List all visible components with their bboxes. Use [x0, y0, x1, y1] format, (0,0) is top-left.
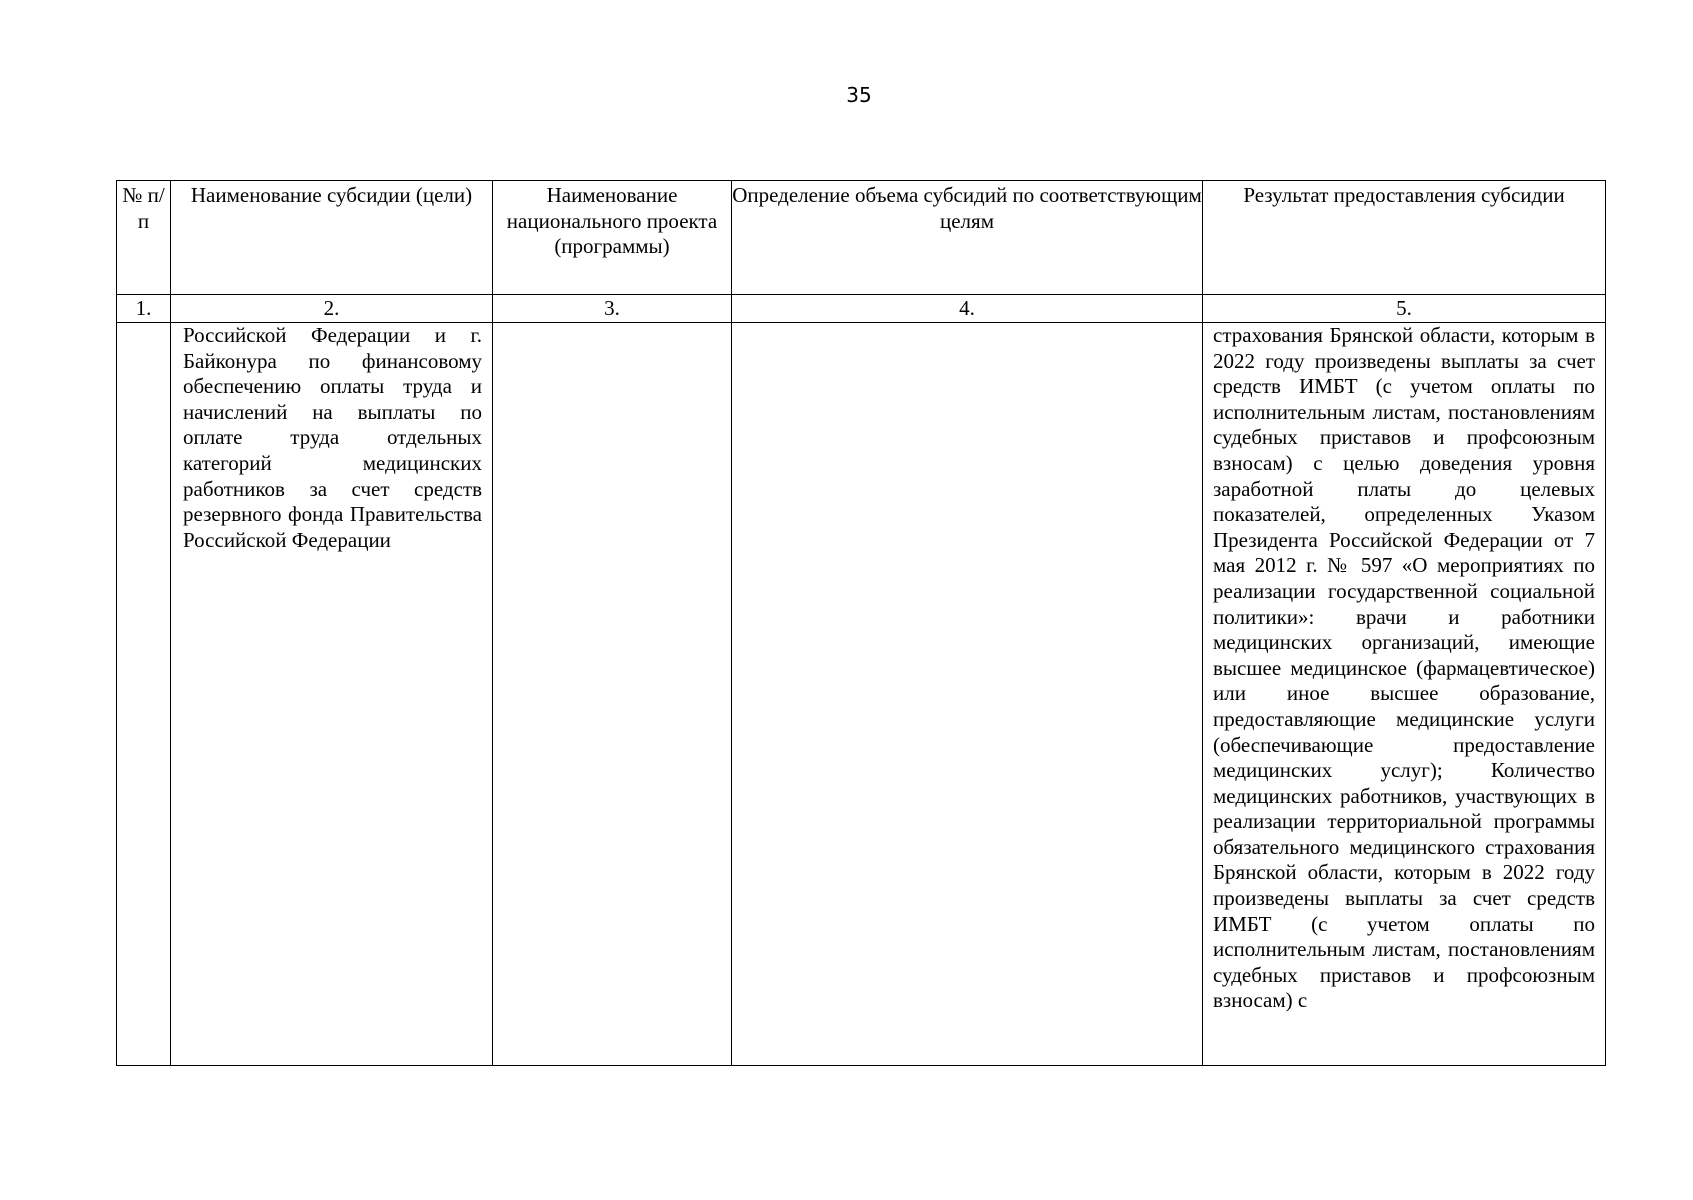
subsidy-name-text: Российской Федерации и г. Байконура по финансовому обеспечению оплаты труда и начислений на выплаты по оплате труда отдельных категорий медицинских работников за счет средств резервного фонда Правительства Российской Федерации: [183, 323, 482, 552]
column-number-2: 2.: [171, 295, 493, 323]
header-number: № п/п: [117, 181, 171, 295]
cell-national-project: [493, 323, 732, 1066]
column-number-row: [117, 295, 1606, 323]
header-subsidy-name: Наименование субсидии (цели): [171, 181, 493, 295]
column-number-1: 1.: [117, 295, 171, 323]
subsidy-table: [116, 180, 1606, 1066]
cell-volume-definition: [732, 323, 1203, 1066]
result-text: страхования Брянской области, которым в 2022 году произведены выплаты за счет средств ИМБТ (с учетом оплаты по исполнительным листам, постановлениям судебных приставов и профсоюзным взносам) с целью доведения уровня заработной платы до целевых показателей, определенных Указом Президента Российской Федерации от 7 мая 2012 г. № 597 «О мероприятиях по реализации государственной социальной политики»: врачи и работники медицинских организаций, имеющие высшее медицинское (фармацевтическое) или иное высшее образование, предоставляющие медицинские услуги (обеспечивающие предоставление медицинских услуг); Количество медицинских работников, участвующих в реализации территориальной программы обязательного медицинского страхования Брянской области, которым в 2022 году произведены выплаты за счет средств ИМБТ (с учетом оплаты по исполнительным листам, постановлениям судебных приставов и профсоюзным взносам) с: [1213, 323, 1595, 1013]
column-number-4: 4.: [732, 295, 1203, 323]
cell-subsidy-name: [171, 323, 493, 1066]
table-header-row: [117, 181, 1606, 295]
header-result: Результат предоставления субсидии: [1203, 181, 1606, 295]
cell-number: [117, 323, 171, 1066]
page-number: 35: [846, 83, 872, 107]
header-volume-definition: Определение объема субсидий по соответствующим целям: [732, 181, 1203, 295]
cell-result: [1203, 323, 1606, 1066]
header-national-project: Наименование национального проекта (программы): [493, 181, 732, 295]
column-number-5: 5.: [1203, 295, 1606, 323]
column-number-3: 3.: [493, 295, 732, 323]
table-row: [117, 323, 1606, 1066]
